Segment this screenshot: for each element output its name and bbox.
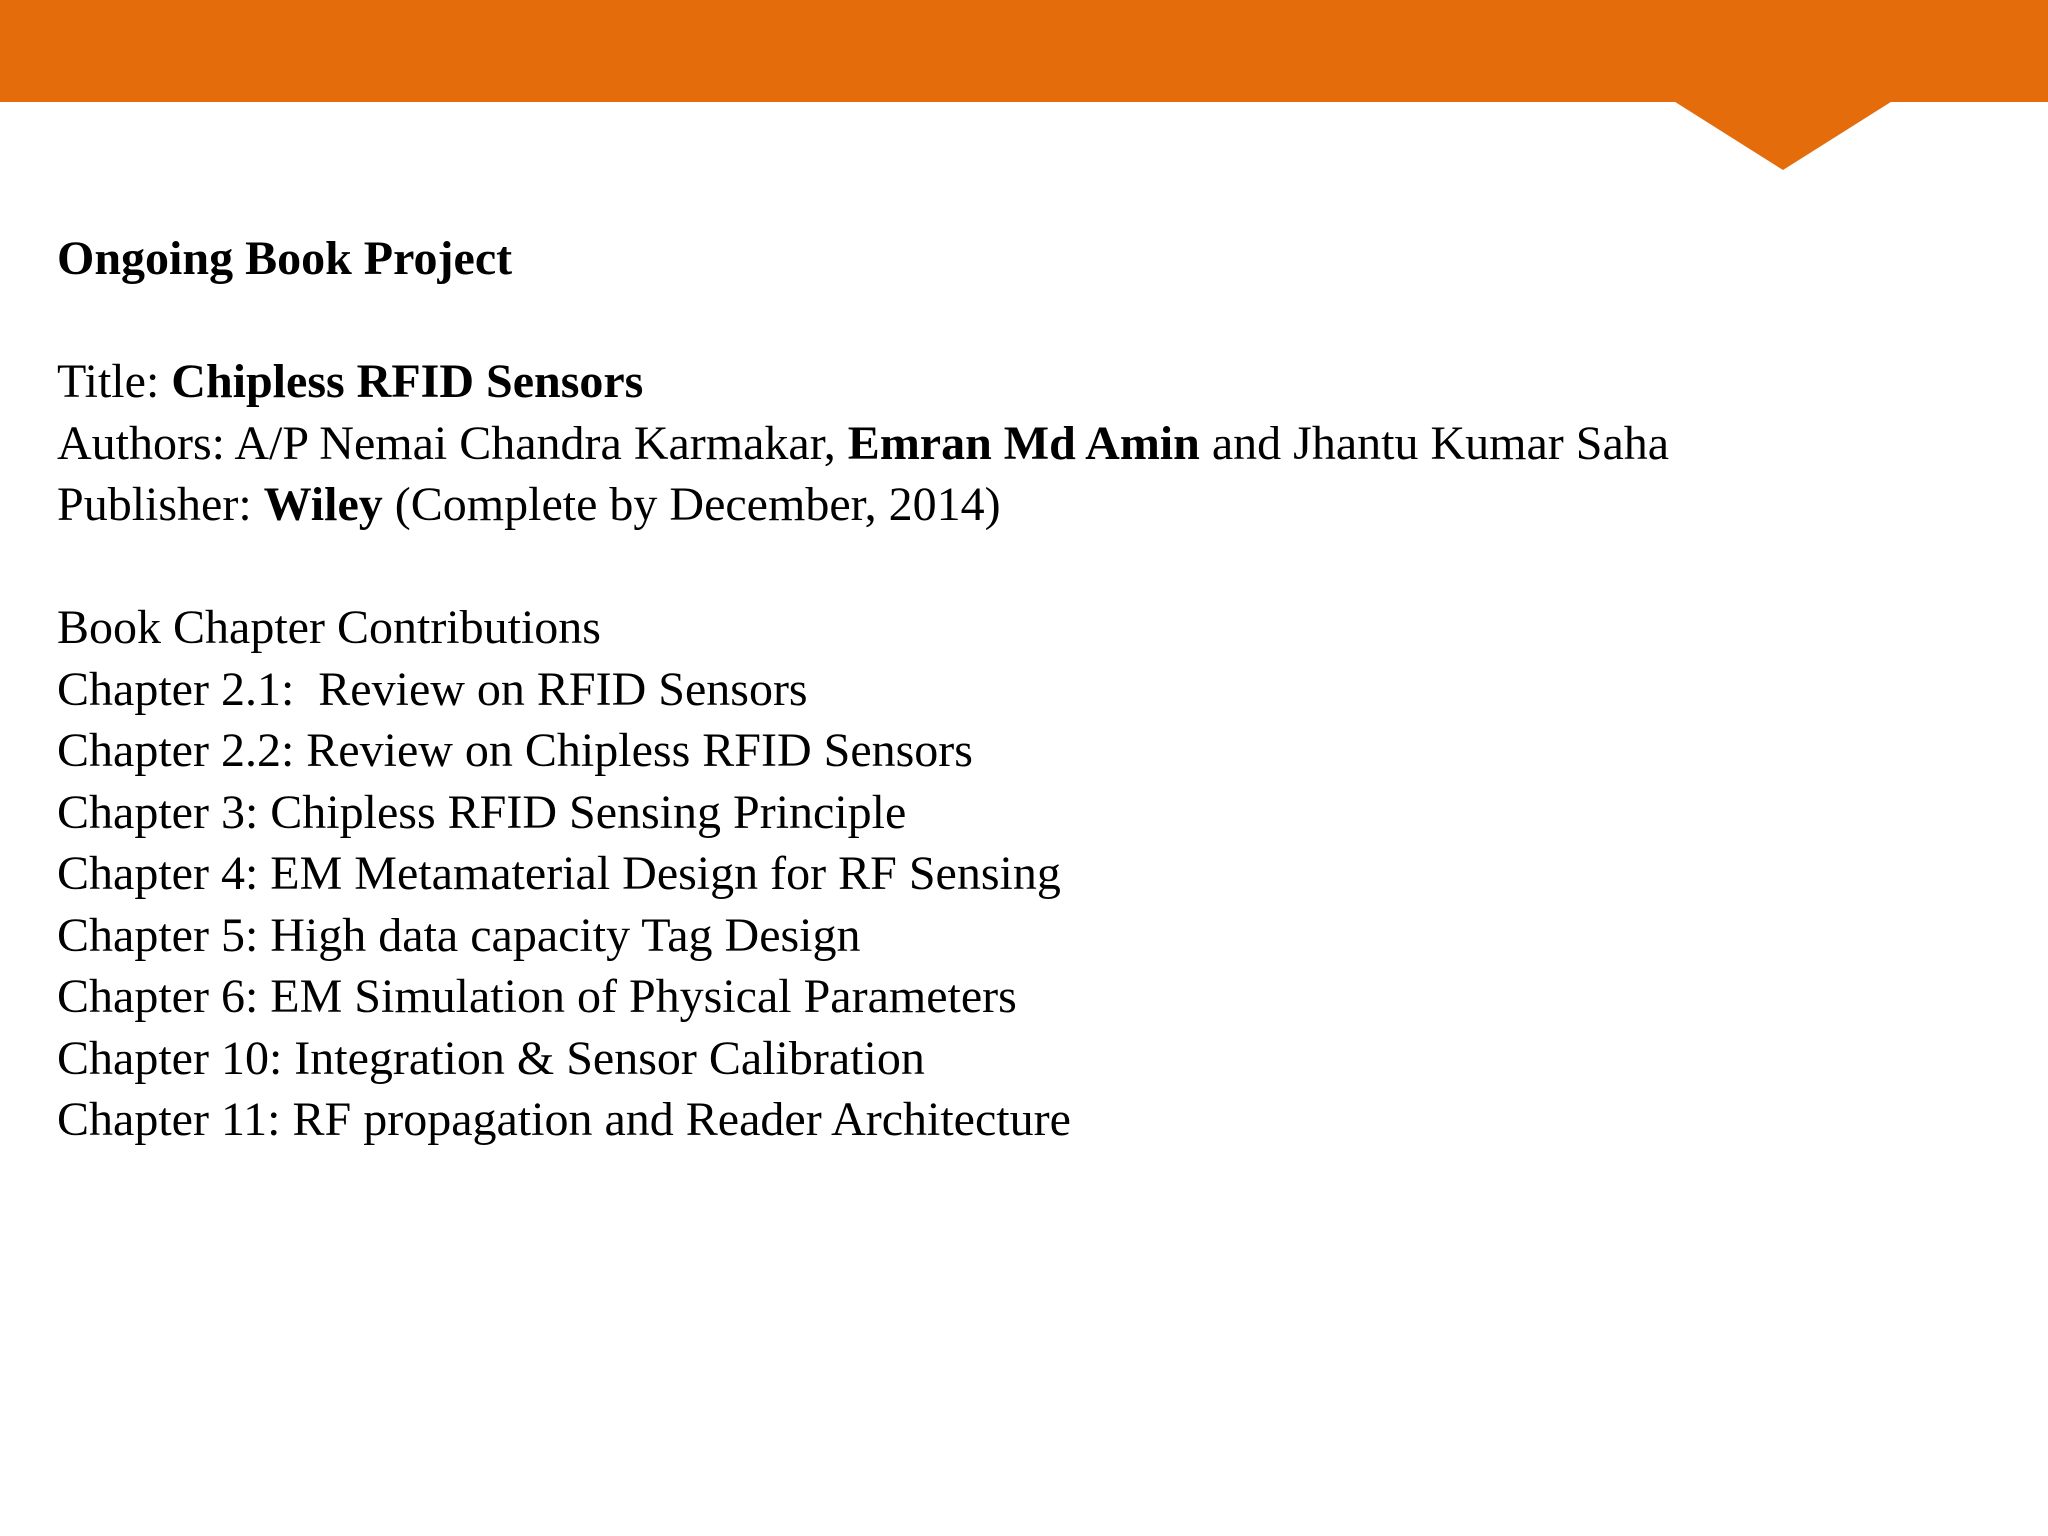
authors-join: and (1199, 416, 1294, 470)
publisher-note: (Complete by December, 2014) (382, 478, 1001, 531)
title-label: Title: (57, 355, 172, 408)
chapter-item: Chapter 2.2: Review on Chipless RFID Sensors (57, 724, 973, 777)
publisher-name: Wiley (263, 478, 383, 531)
chapter-item: Chapter 3: Chipless RFID Sensing Principle (57, 785, 907, 839)
chapter-item: Chapter 10: Integration & Sensor Calibration (57, 1031, 925, 1085)
top-banner (0, 0, 2048, 102)
chapter-item: Chapter 5: High data capacity Tag Design (57, 908, 861, 962)
author-2: Emran Md Amin (847, 416, 1200, 470)
author-1: A/P Nemai Chandra Karmakar, (234, 416, 848, 470)
slide-content (57, 228, 1957, 1151)
chapter-item: Chapter 6: EM Simulation of Physical Parameters (57, 970, 1017, 1023)
spacer (57, 290, 1957, 352)
authors-line (57, 413, 1957, 475)
slide-heading: Ongoing Book Project (57, 232, 513, 285)
book-title: Chipless RFID Sensors (171, 355, 644, 408)
author-3: Jhantu Kumar Saha (1293, 416, 1670, 470)
publisher-label: Publisher: (57, 478, 264, 531)
banner-notch (1672, 100, 1894, 170)
contributions-heading: Book Chapter Contributions (57, 601, 601, 654)
book-title-line (57, 351, 1957, 413)
chapter-item: Chapter 2.1: Review on RFID Sensors (57, 662, 808, 716)
chapter-item: Chapter 4: EM Metamaterial Design for RF Sensing (57, 847, 1061, 900)
spacer (57, 536, 1957, 598)
authors-label: Authors: (57, 416, 235, 470)
chapter-item: Chapter 11: RF propagation and Reader Architecture (57, 1093, 1071, 1146)
publisher-line (57, 474, 1957, 536)
